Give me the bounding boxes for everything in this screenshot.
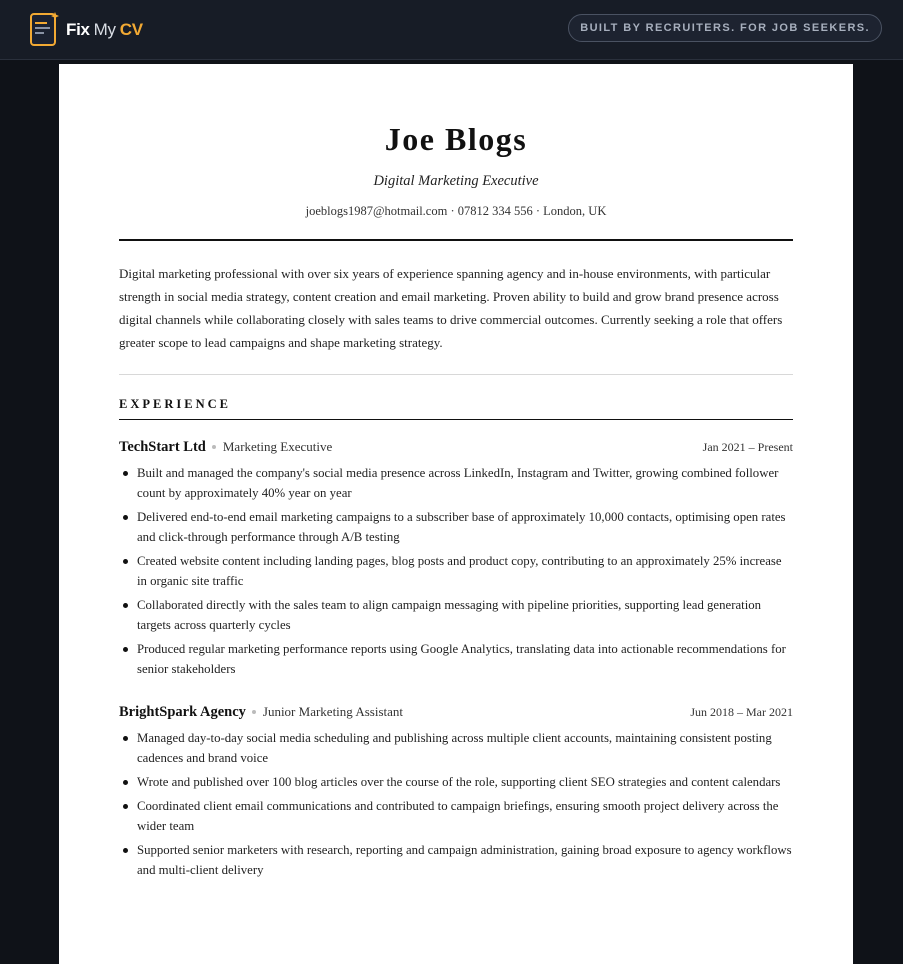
- job-bullets: [119, 728, 793, 880]
- summary-divider: [119, 374, 793, 375]
- job-bullets: [119, 463, 793, 679]
- separator-dot: [212, 445, 216, 449]
- separator-dot: [252, 710, 256, 714]
- logo-cv: CV: [119, 19, 143, 39]
- tagline-badge: BUILT BY RECRUITERS. FOR JOB SEEKERS.: [568, 14, 882, 42]
- document-icon: [29, 11, 59, 47]
- bullet-item: Coordinated client email communications and contributed to campaign briefings, ensuring smooth project delivery across the wider team: [137, 796, 793, 836]
- logo-wordmark: [66, 21, 143, 38]
- bullet-item: Supported senior marketers with research, reporting and campaign administration, gaining broad exposure to agency workflows and multi-client delivery: [137, 840, 793, 880]
- job-header: [119, 702, 793, 722]
- job-entry: [119, 702, 793, 884]
- cv-page: [59, 64, 853, 964]
- experience-heading: EXPERIENCE: [119, 397, 231, 411]
- fix-my-cv-logo[interactable]: [29, 11, 143, 47]
- bullet-item: Built and managed the company's social media presence across LinkedIn, Instagram and Twitter, growing combined follower count by approximately 40% year on year: [137, 463, 793, 503]
- job-company: TechStart Ltd: [119, 439, 206, 455]
- job-role: Junior Marketing Assistant: [262, 704, 403, 719]
- bullet-item: Managed day-to-day social media scheduling and publishing across multiple client accounts, maintaining consistent posting cadences and brand voice: [137, 728, 793, 768]
- job-company: BrightSpark Agency: [119, 704, 246, 720]
- experience-divider: [119, 419, 793, 420]
- job-role: Marketing Executive: [222, 439, 333, 454]
- bullet-item: Produced regular marketing performance reports using Google Analytics, translating data into actionable recommendations for senior stakeholders: [137, 639, 793, 679]
- cv-contact-line: joeblogs1987@hotmail.com · 07812 334 556 · London, UK: [305, 204, 607, 218]
- job-dates: Jun 2018 – Mar 2021: [690, 705, 793, 719]
- logo-my: My: [93, 19, 116, 39]
- job-dates: Jan 2021 – Present: [702, 440, 793, 454]
- job-header: [119, 437, 793, 457]
- cv-summary: Digital marketing professional with over six years of experience spanning agency and in-house environments, with particular strength in social media strategy, content creation and email marketing. Proven ability to build and grow brand presence across digital channels while collaborating closely with sales teams to drive commercial outcomes. Currently seeking a role that offers greater scope to lead campaigns and shape marketing strategy.: [119, 266, 783, 350]
- cv-job-title: Digital Marketing Executive: [373, 173, 539, 189]
- bullet-item: Delivered end-to-end email marketing campaigns to a subscriber base of approximately 10,000 contacts, optimising open rates and click-through performance through A/B testing: [137, 507, 793, 547]
- top-bar: [0, 0, 903, 60]
- bullet-item: Collaborated directly with the sales team to align campaign messaging with pipeline priorities, supporting lead generation targets across quarterly cycles: [137, 595, 793, 635]
- header-divider: [119, 239, 793, 241]
- bullet-item: Created website content including landing pages, blog posts and product copy, contributing to an approximately 25% increase in organic site traffic: [137, 551, 793, 591]
- job-entry: [119, 437, 793, 683]
- bullet-item: Wrote and published over 100 blog articles over the course of the role, supporting client SEO strategies and content calendars: [137, 772, 793, 792]
- cv-name: Joe Blogs: [384, 121, 528, 157]
- logo-fix: Fix: [66, 19, 90, 39]
